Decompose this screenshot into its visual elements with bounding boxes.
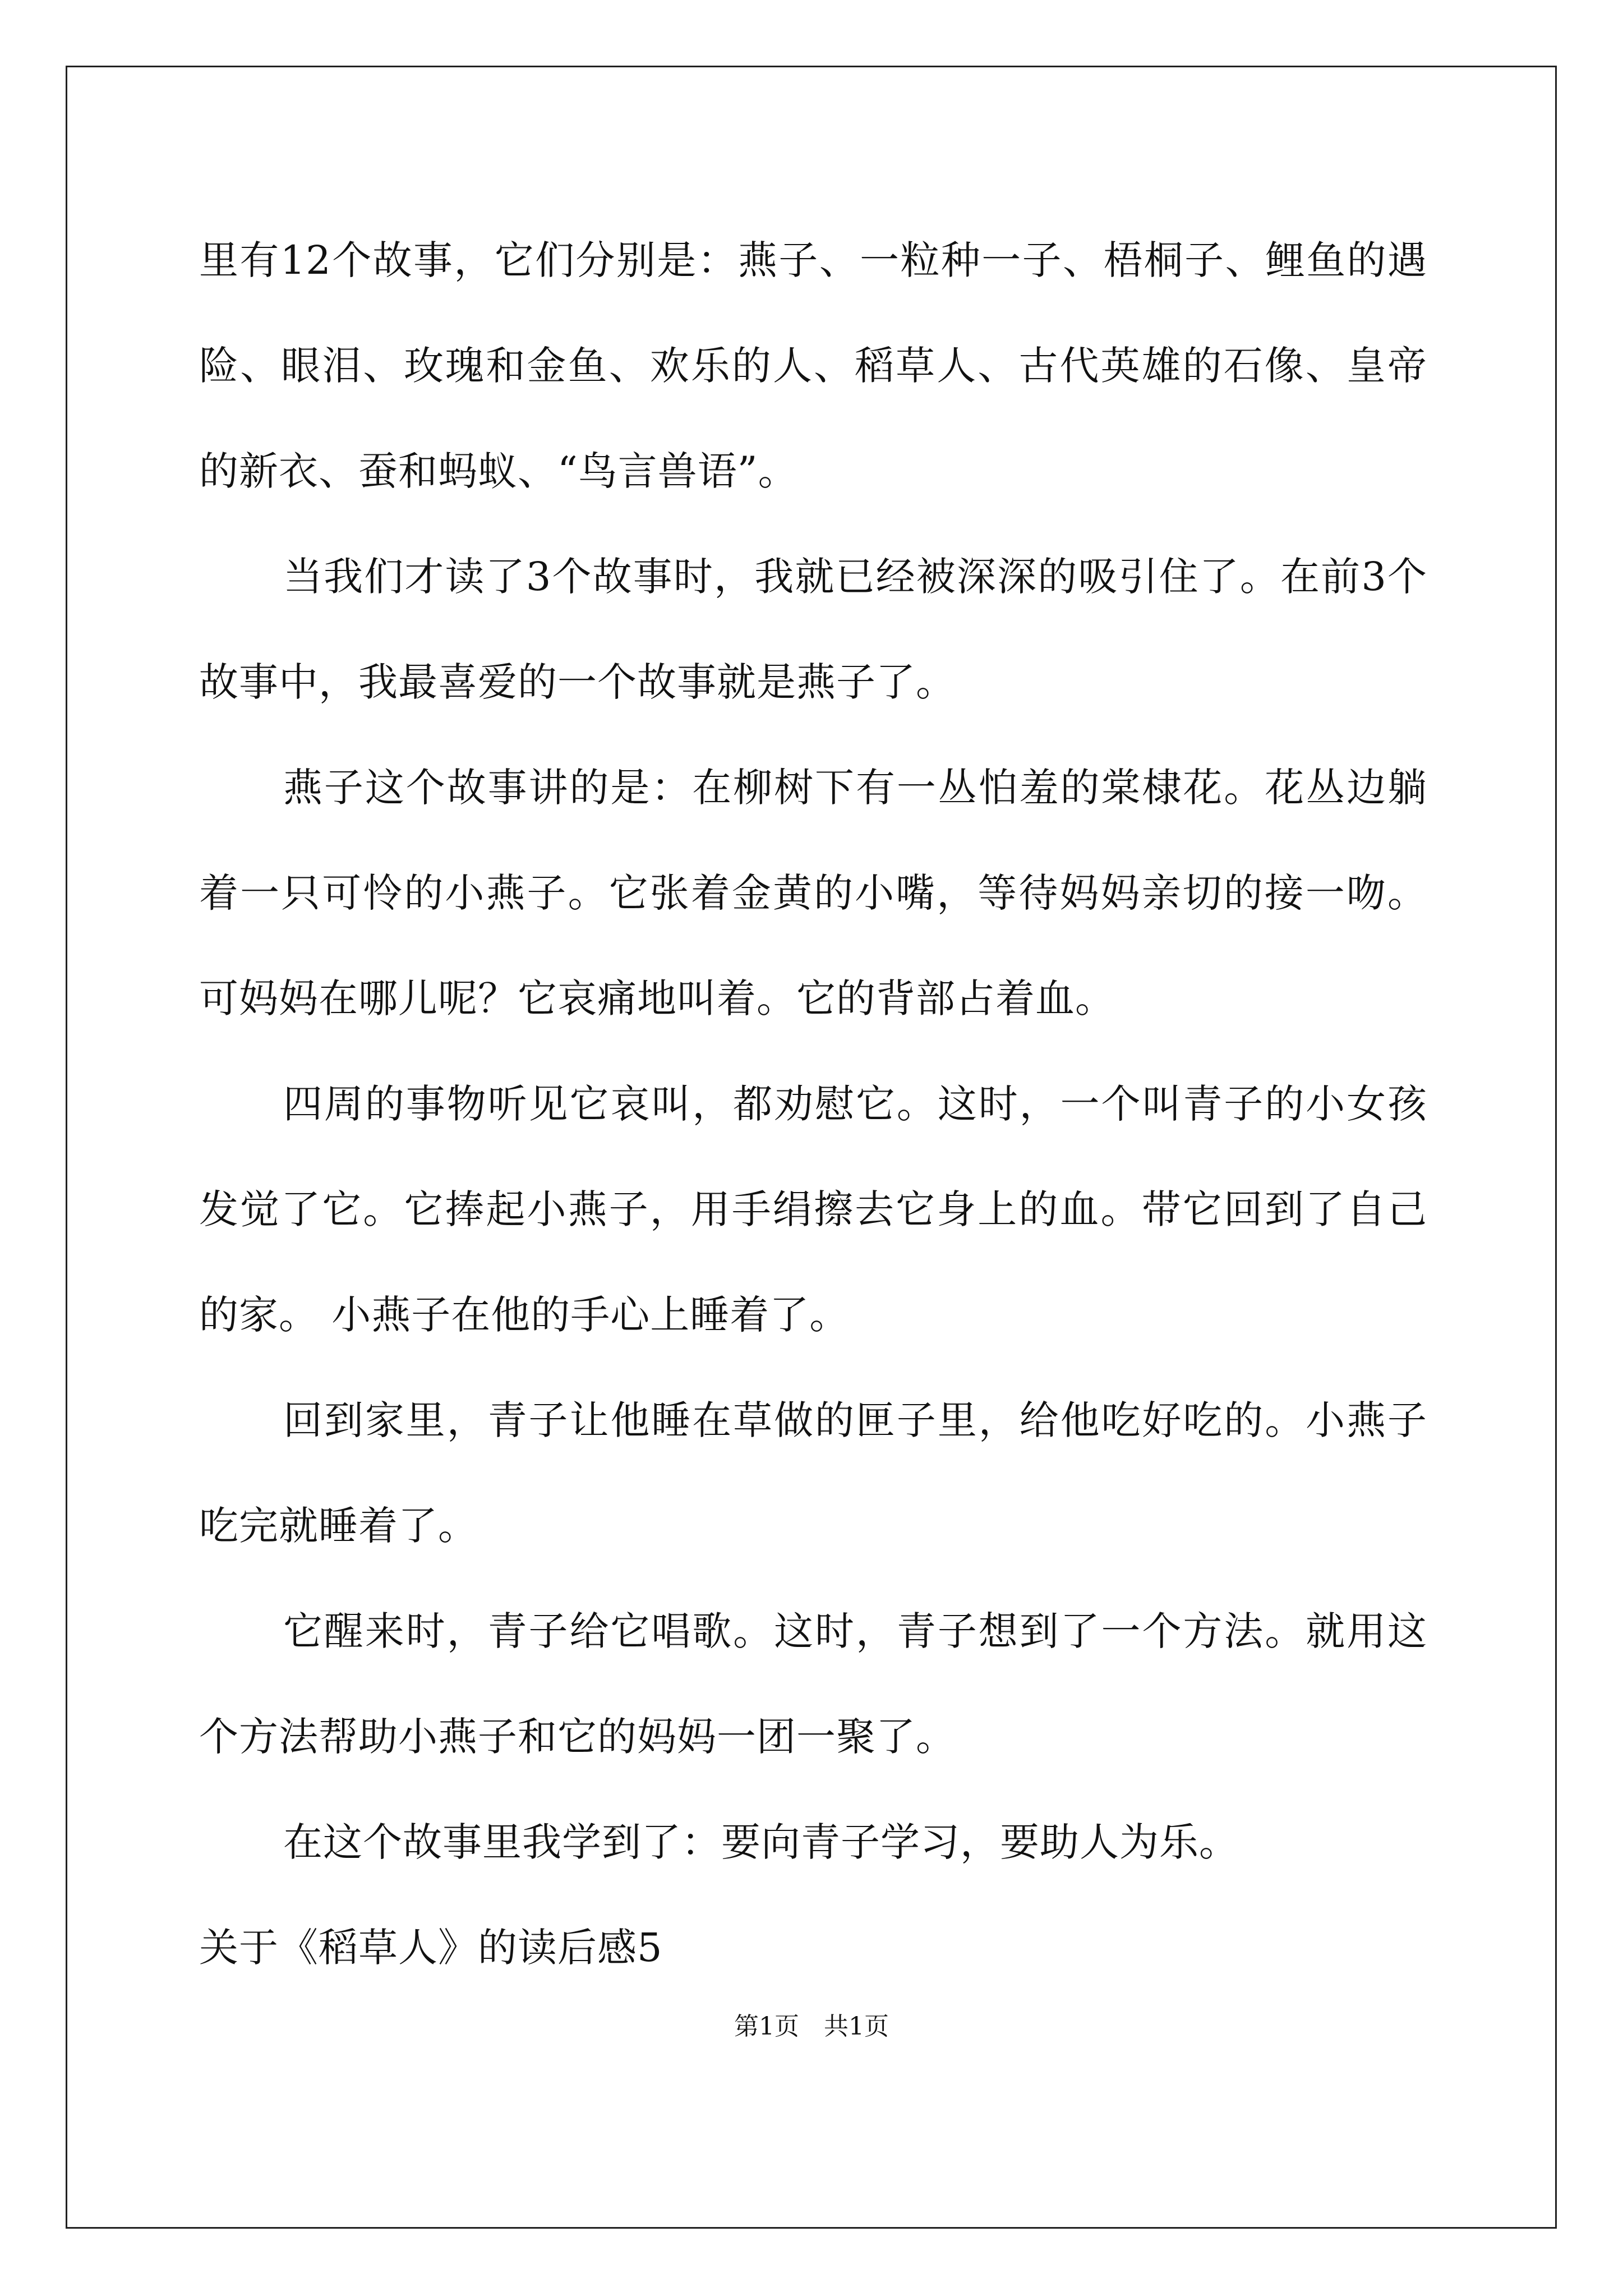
paragraph-qingzi-finds-swallow: 四周的事物听见它哀叫，都劝慰它。这时，一个叫青子的小女孩发觉了它。它捧起小燕子，用手绢擦去它身上的血。带它回到了自己的家。 小燕子在他的手心上睡着了。 [199,1081,1427,1338]
paragraph-reunion: 它醒来时，青子给它唱歌。这时，青子想到了一个方法。就用这个方法帮助小燕子和它的妈妈一团一聚了。 [199,1608,1427,1760]
paragraph-swallow-story: 燕子这个故事讲的是：在柳树下有一丛怕羞的棠棣花。花丛边躺着一只可怜的小燕子。它张着金黄的小嘴，等待妈妈亲切的接一吻。可妈妈在哪儿呢？它哀痛地叫着。它的背部占着血。 [199,765,1427,1022]
document-body [199,208,1427,2000]
paragraph-back-home: 回到家里，青子让他睡在草做的匣子里，给他吃好吃的。小燕子吃完就睡着了。 [199,1397,1427,1549]
page-footer: 第1页 共1页 [734,2012,889,2041]
section-heading: 关于《稻草人》的读后感5 [199,1925,663,1971]
paragraph-story-list: 里有12个故事，它们分别是：燕子、一粒种一子、梧桐子、鲤鱼的遇险、眼泪、玫瑰和金鱼、欢乐的人、稻草人、古代英雄的石像、皇帝的新衣、蚕和蚂蚁、“鸟言兽语”。 [199,237,1427,494]
paragraph-first-impression: 当我们才读了3个故事时，我就已经被深深的吸引住了。在前3个故事中，我最喜爱的一个故事就是燕子了。 [199,554,1427,705]
paragraph-lesson: 在这个故事里我学到了：要向青子学习，要助人为乐。 [283,1819,1239,1865]
